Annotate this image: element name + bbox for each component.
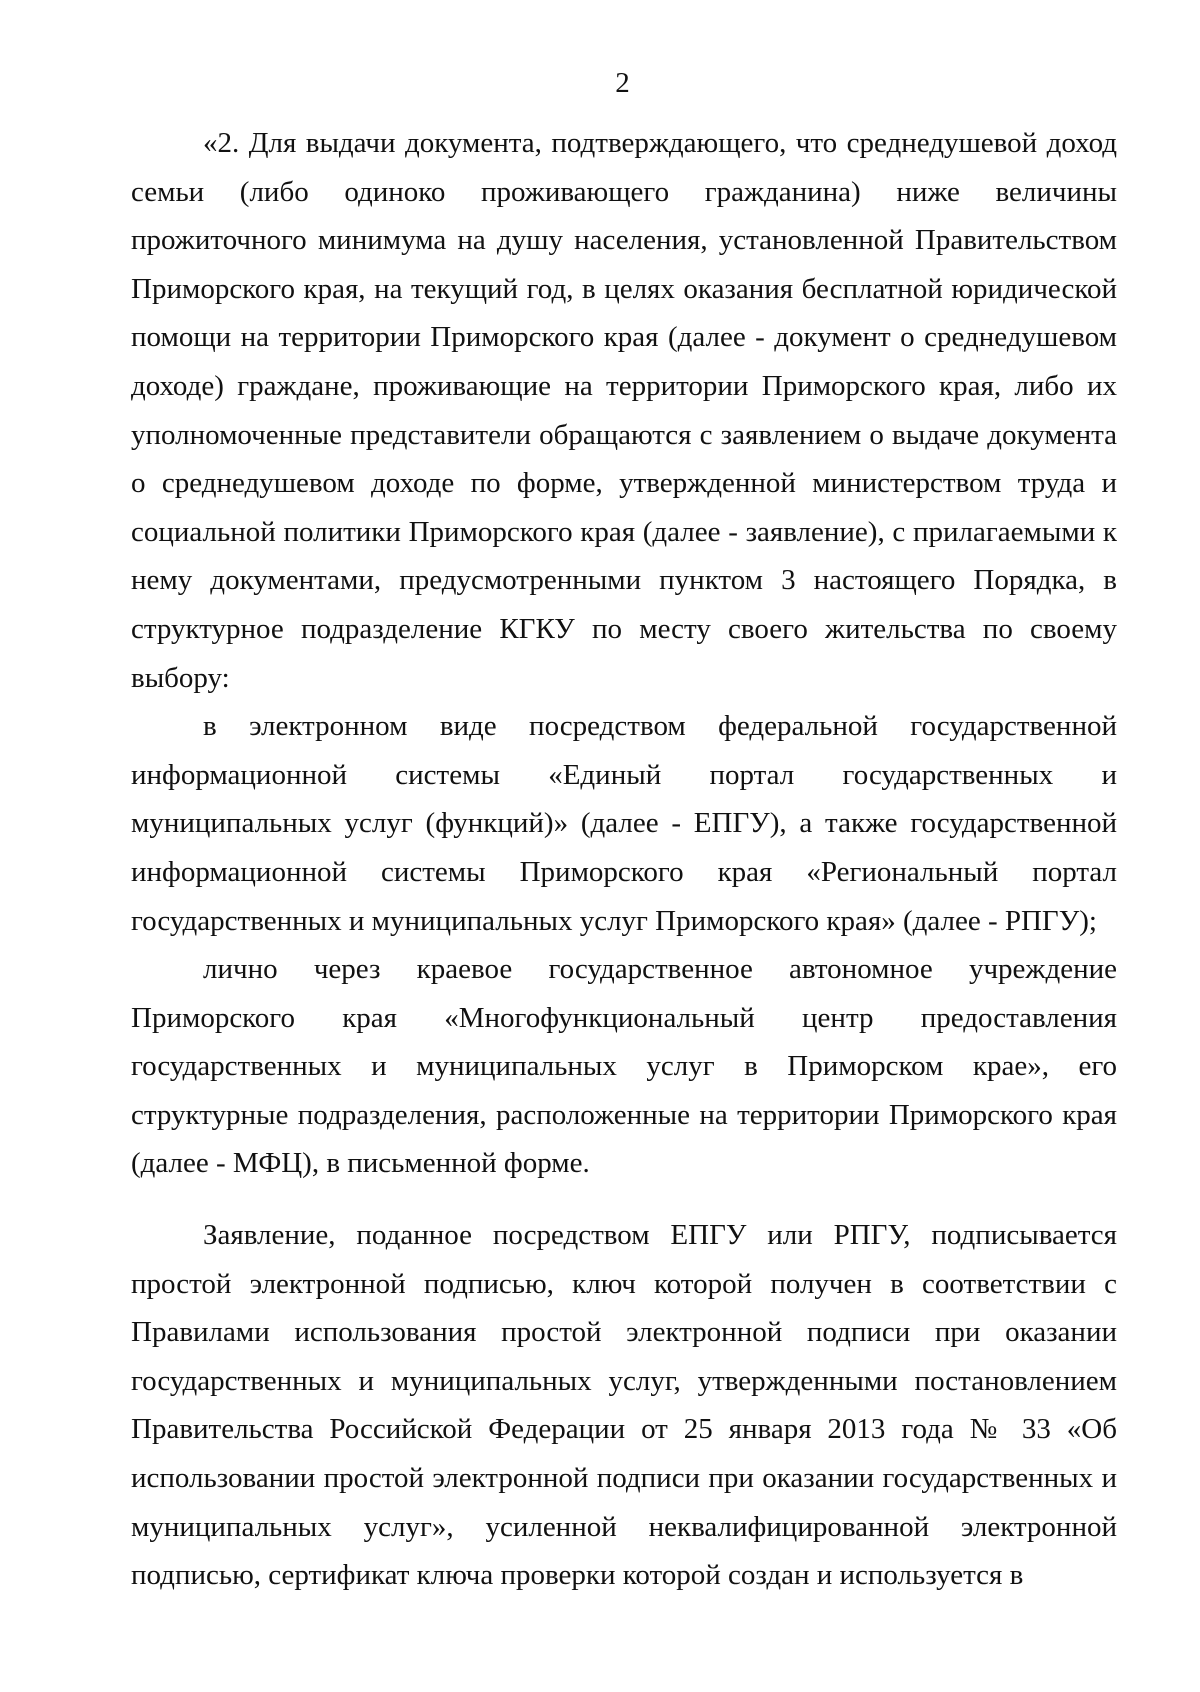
paragraph-electronic-submission: в электронном виде посредством федеральной государственной информационной системы «Единый портал государственных и муниципальных услуг (функций)» (далее - ЕПГУ), а также государственной информационной системы Приморского края «Региональный портал государственных и муниципальных услуг Приморского края» (далее - РПГУ); [131, 710, 1117, 937]
paragraph-application-procedure: «2. Для выдачи документа, подтверждающего, что среднедушевой доход семьи (либо одиноко проживающего гражданина) ниже величины прожиточного минимума на душу населения, установленной Правительством Приморского края, на текущий год, в целях оказания бесплатной юридической помощи на территории Приморского края (далее - документ о среднедушевом доходе) граждане, проживающие на территории Приморского края, либо их уполномоченные представители обращаются с заявлением о выдаче документа о среднедушевом доходе по форме, утвержденной министерством труда и социальной политики Приморского края (далее - заявление), с прилагаемыми к нему документами, предусмотренными пунктом 3 настоящего Порядка, в структурное подразделение КГКУ по месту своего жительства по своему выбору: [131, 127, 1117, 694]
page-number: 2 [615, 67, 630, 99]
paragraph-electronic-signature: Заявление, поданное посредством ЕПГУ или РПГУ, подписывается простой электронной подписью, ключ которой получен в соответствии с Правилами использования простой электронной подписи при оказании государственных и муниципальных услуг, утвержденными постановлением Правительства Российской Федерации от 25 января 2013 года № 33 «Об использовании простой электронной подписи при оказании государственных и муниципальных услуг», усиленной неквалифицированной электронной подписью, сертификат ключа проверки которой создан и используется в [131, 1219, 1117, 1592]
document-body [131, 119, 1117, 1600]
paragraph-in-person-submission: лично через краевое государственное автономное учреждение Приморского края «Многофункциональный центр предоставления государственных и муниципальных услуг в Приморском крае», его структурные подразделения, расположенные на территории Приморского края (далее - МФЦ), в письменной форме. [131, 953, 1117, 1180]
